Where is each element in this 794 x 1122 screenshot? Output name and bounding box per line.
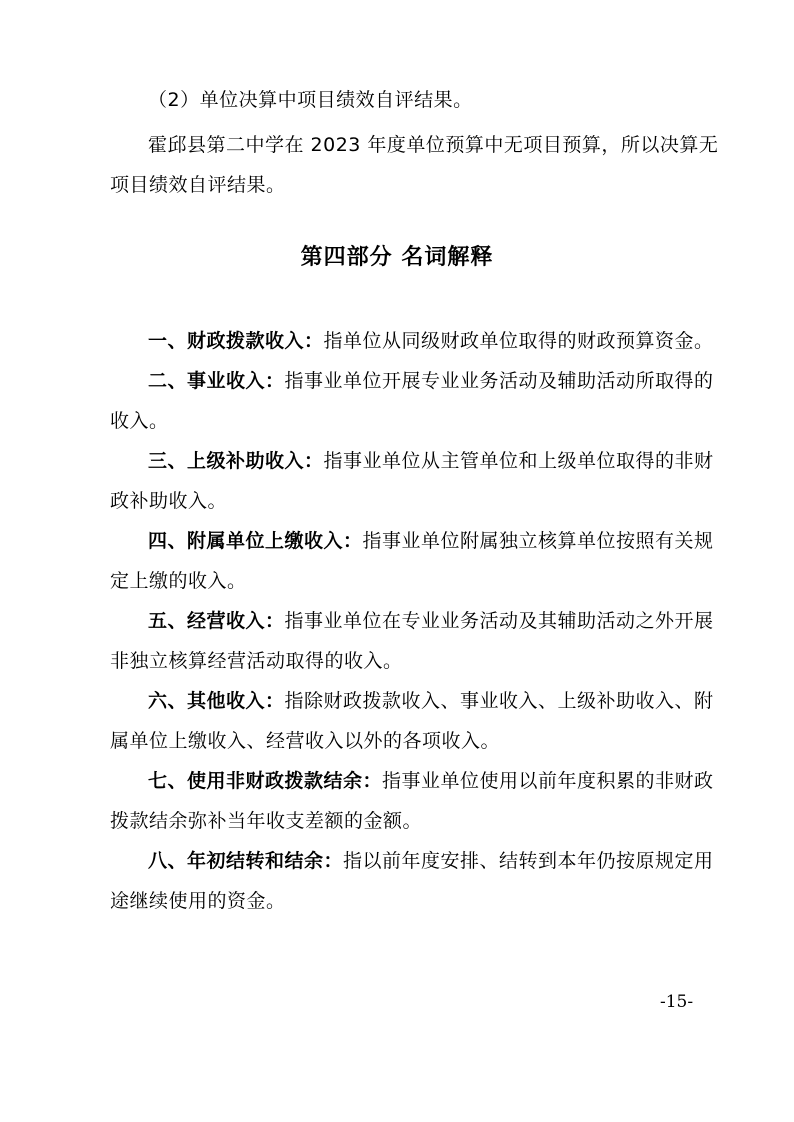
- definition-text: 指事业单位附属独立核算单位按照有关规定上缴的收入。: [110, 530, 714, 592]
- section-title-text: 第四部分 名词解释: [300, 245, 494, 270]
- definition-item: [110, 361, 730, 441]
- definition-text: 指事业单位在专业业务活动及其辅助活动之外开展非独立核算经营活动取得的收入。: [110, 610, 714, 672]
- definition-item: [110, 321, 730, 361]
- subheading-text: （2）单位决算中项目绩效自评结果。: [148, 89, 473, 111]
- definition-text: 指以前年度安排、结转到本年仍按原规定用途继续使用的资金。: [110, 850, 714, 912]
- definition-text: 指事业单位从主管单位和上级单位取得的非财政补助收入。: [110, 450, 714, 512]
- definition-text: 指事业单位开展专业业务活动及辅助活动所取得的收入。: [110, 370, 714, 432]
- definition-term: 二、事业收入：: [148, 370, 285, 392]
- definition-item: [110, 841, 730, 921]
- definition-term: 六、其他收入：: [148, 690, 285, 712]
- definition-text: 指单位从同级财政单位取得的财政预算资金。: [323, 330, 714, 352]
- definition-term: 八、年初结转和结余：: [148, 850, 344, 872]
- definition-text: 指除财政拨款收入、事业收入、上级补助收入、附属单位上缴收入、经营收入以外的各项收入。: [110, 690, 714, 752]
- definition-item: [110, 681, 730, 761]
- definition-item: [110, 601, 730, 681]
- definition-item: [110, 521, 730, 601]
- subheading-performance-results: [110, 80, 730, 120]
- statement-text: 霍邱县第二中学在 2023 年度单位预算中无项目预算，所以决算无项目绩效自评结果。: [110, 134, 719, 196]
- definition-term: 五、经营收入：: [148, 610, 285, 632]
- page-number: -15-: [660, 992, 694, 1012]
- definition-term: 七、使用非财政拨款结余：: [148, 770, 383, 792]
- definition-term: 一、财政拨款收入：: [148, 330, 324, 352]
- definition-term: 四、附属单位上缴收入：: [148, 530, 363, 552]
- definition-item: [110, 441, 730, 521]
- definition-item: [110, 761, 730, 841]
- performance-statement: [110, 125, 730, 205]
- definition-text: 指事业单位使用以前年度积累的非财政拨款结余弥补当年收支差额的金额。: [110, 770, 714, 832]
- definition-term: 三、上级补助收入：: [148, 450, 324, 472]
- section-title: [0, 238, 794, 278]
